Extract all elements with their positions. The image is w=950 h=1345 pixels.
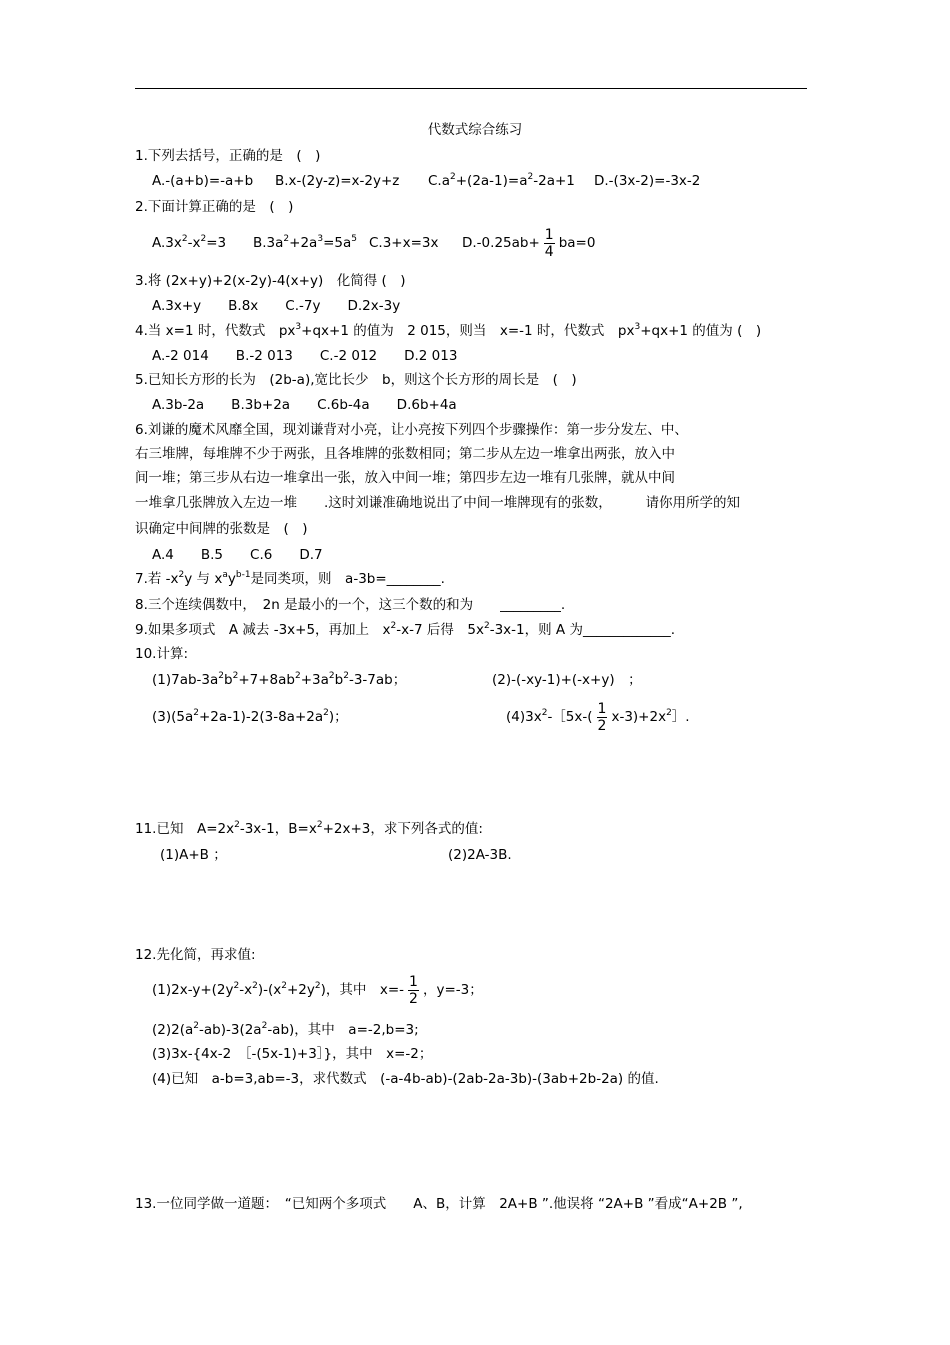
question-10-part-3: $(3)(5a^2+2a-1)-2(3-8a+2a^2)$； — [152, 708, 348, 725]
question-5-options: A.3b-2a B.3b+2a C.6b-4a D.6b+4a — [152, 397, 457, 413]
fraction-one-half: $\frac{1}{2}$ — [597, 700, 607, 734]
question-2-option-c: C.3+x=3x — [369, 235, 439, 251]
question-8-stem: 8.三个连续偶数中， 2n 是最小的一个，这三个数的和为 _________. — [135, 597, 566, 613]
question-1-stem: 1.下列去括号，正确的是 ( ) — [135, 148, 321, 164]
question-12-part-3: (3)3x-{4x-2 ［-(5x-1)+3］}，其中 x=-2； — [152, 1046, 433, 1062]
fraction-one-quarter: $\frac{1}{4}$ — [544, 226, 554, 260]
question-3-options: A.3x+y B.8x C.-7y D.2x-3y — [152, 298, 401, 314]
question-9-stem: 9.如果多项式 A 减去 -3x+5，再加上 $x^2-x-7$ 后得 $5x^2-3x-1$，则 A 为_____________. — [135, 621, 675, 638]
question-2-option-a: $A.3x^2-x^2=3$ — [152, 234, 227, 251]
question-10-part-1: $(1)7ab-3a^2b^2+7+8ab^2+3a^2b^2-3-7ab$； — [152, 671, 407, 688]
question-2-option-d: D.-0.25ab+ $\frac{1}{4}$ ba=0 — [462, 226, 596, 260]
question-11-part-1: (1)A+B ； — [160, 847, 227, 863]
question-12-stem: 12.先化简，再求值: — [135, 947, 256, 963]
question-6-line-4: 一堆拿几张牌放入左边一堆 .这时刘谦准确地说出了中间一堆牌现有的张数， 请你用所学的知 — [135, 495, 741, 511]
question-11-part-2: (2)2A-3B. — [448, 847, 512, 863]
question-2-stem: 2.下面计算正确的是 ( ) — [135, 199, 294, 215]
question-2-option-b: $B.3a^2+2a^3=5a^5$ — [253, 234, 357, 251]
question-12-part-2: $(2)2(a^2-ab)-3(2a^2-ab)$，其中 a=-2,b=3; — [152, 1021, 419, 1038]
question-10-stem: 10.计算: — [135, 646, 189, 662]
question-4-options: A.-2 014 B.-2 013 C.-2 012 D.2 013 — [152, 348, 458, 364]
question-6-line-3: 间一堆；第三步从右边一堆拿出一张，放入中间一堆；第四步左边一堆有几张牌，就从中间 — [135, 470, 675, 486]
question-3-stem: 3.将 (2x+y)+2(x-2y)-4(x+y) 化简得 ( ) — [135, 273, 406, 289]
question-1-option-a: A.-(a+b)=-a+b — [152, 173, 254, 189]
page-title: 代数式综合练习 — [427, 122, 523, 138]
question-1-option-c: $C.a^2+(2a-1)=a^2-2a+1$ — [428, 172, 575, 189]
question-13-stem: 13.一位同学做一道题： “已知两个多项式 A、B，计算 2A+B ”.他误将 “2A+B ”看成“A+2B ”, — [135, 1196, 743, 1212]
question-11-stem: 11.已知 $A=2x^2-3x-1$，$B=x^2+2x+3$，求下列各式的值: — [135, 820, 483, 837]
question-4-stem: 4.当 x=1 时，代数式 $px^3+qx+1$ 的值为 2 015，则当 x=-1 时，代数式 $px^3+qx+1$ 的值为 ( ) — [135, 322, 762, 339]
question-10-part-2: (2)-(-xy-1)+(-x+y) ； — [492, 672, 642, 688]
question-1-option-d: D.-(3x-2)=-3x-2 — [594, 173, 701, 189]
question-10-part-4: $(4)3x^2-[5x-$( $\frac{1}{2}$ $x-3)+2x^2]$. — [506, 700, 690, 734]
question-12-part-4: (4)已知 a-b=3,ab=-3，求代数式 (-a-4b-ab)-(2ab-2a-3b)-(3ab+2b-2a) 的值. — [152, 1071, 659, 1087]
question-7-stem: 7.若 $-x^2y$ 与 $x^ay^{b-1}$是同类项，则 a-3b=________. — [135, 570, 445, 587]
header-rule — [135, 88, 807, 89]
question-5-stem: 5.已知长方形的长为 (2b-a),宽比长少 b，则这个长方形的周长是 ( ) — [135, 372, 577, 388]
question-12-part-1: $(1)2x-y+(2y^2-x^2)-(x^2+2y^2)$，其中 x=- $\frac{1}{2}$ ，y=-3； — [152, 973, 483, 1007]
question-6-line-2: 右三堆牌，每堆牌不少于两张，且各堆牌的张数相同；第二步从左边一堆拿出两张，放入中 — [135, 446, 675, 462]
question-6-line-1: 6.刘谦的魔术风靡全国，现刘谦背对小亮，让小亮按下列四个步骤操作：第一步分发左、中、 — [135, 422, 688, 438]
question-6-line-5: 识确定中间牌的张数是 ( ) — [135, 521, 308, 537]
question-6-options: A.4 B.5 C.6 D.7 — [152, 547, 323, 563]
fraction-one-half: $\frac{1}{2}$ — [409, 973, 418, 1007]
question-1-option-b: B.x-(2y-z)=x-2y+z — [275, 173, 400, 189]
